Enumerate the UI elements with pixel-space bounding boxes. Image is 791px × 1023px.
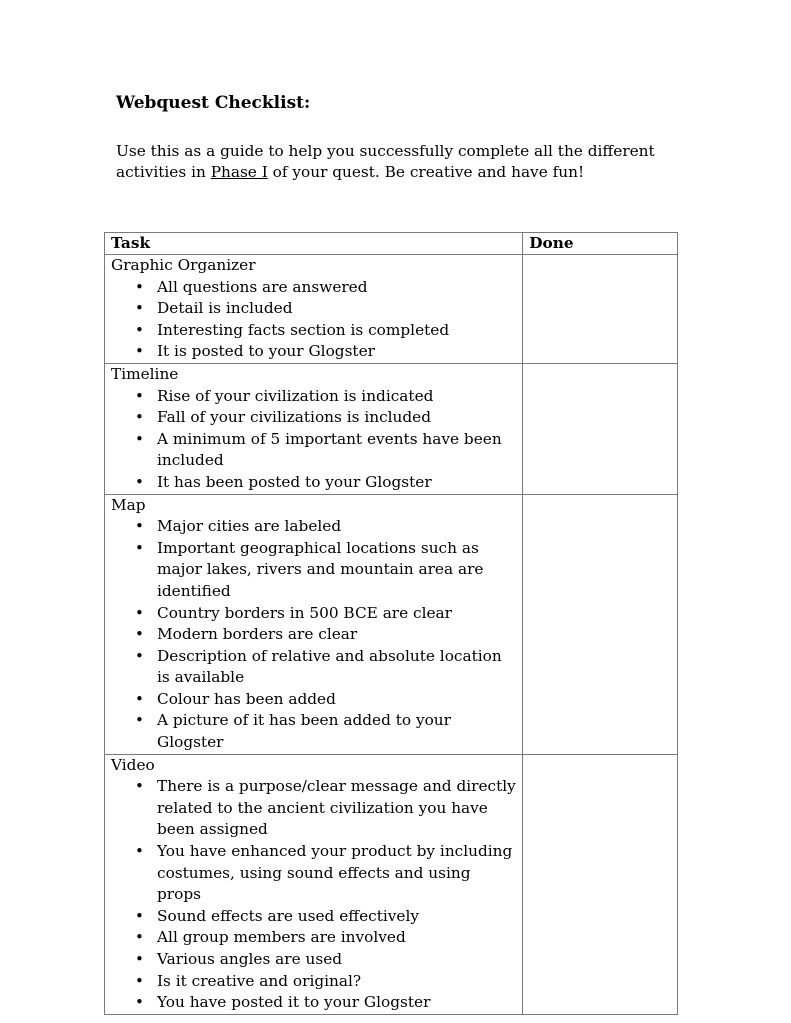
list-item (111, 906, 522, 928)
table-row (105, 255, 678, 364)
phase-link-text: Phase I (210, 163, 268, 181)
list-item (111, 841, 522, 906)
item-text: Is it creative and original? (157, 971, 362, 990)
item-text: All group members are involved (157, 928, 406, 947)
bullet-icon: • (135, 603, 144, 622)
done-cell[interactable] (523, 754, 678, 1014)
list-item (111, 971, 522, 993)
list-item (111, 927, 522, 949)
item-text: You have enhanced your product by including costumes, using sound effects and using props (157, 842, 513, 904)
item-text: Modern borders are clear (157, 625, 358, 644)
bullet-icon: • (135, 928, 144, 947)
list-item (111, 429, 522, 472)
list-item (111, 646, 522, 689)
page-title: Webquest Checklist: (116, 93, 311, 113)
intro-line-1: Use this as a guide to help you successfully complete all the different (116, 142, 655, 160)
header-done: Done (523, 233, 678, 255)
item-text: Description of relative and absolute location is available (157, 646, 502, 687)
section-name: Graphic Organizer (111, 256, 256, 274)
done-cell[interactable] (523, 363, 678, 494)
item-text: Important geographical locations such as major lakes, rivers and mountain area are identified (157, 538, 484, 600)
item-text: Sound effects are used effectively (157, 906, 420, 925)
item-text: Colour has been added (157, 689, 336, 708)
bullet-icon: • (135, 342, 144, 361)
bullet-icon: • (135, 429, 144, 448)
list-item (111, 689, 522, 711)
list-item (111, 949, 522, 971)
bullet-icon: • (135, 906, 144, 925)
section-name: Video (111, 755, 155, 774)
table-row (105, 363, 678, 494)
bullet-icon: • (135, 277, 144, 296)
intro-line-2-end: of your quest. Be creative and have fun! (267, 163, 585, 181)
list-item (111, 992, 522, 1014)
checklist-items (111, 386, 522, 494)
bullet-icon: • (135, 689, 144, 708)
bullet-icon: • (135, 842, 144, 861)
bullet-icon: • (135, 711, 144, 730)
task-cell (105, 754, 523, 1014)
checklist-items (111, 776, 522, 1014)
list-item (111, 341, 522, 363)
item-text: A minimum of 5 important events have been included (157, 429, 502, 470)
list-item (111, 776, 522, 841)
item-text: Major cities are labeled (157, 517, 342, 536)
list-item (111, 603, 522, 625)
bullet-icon: • (135, 320, 144, 339)
bullet-icon: • (135, 408, 144, 427)
bullet-icon: • (135, 625, 144, 644)
list-item (111, 472, 522, 494)
table-header-row (105, 233, 678, 255)
list-item (111, 624, 522, 646)
checklist-table (104, 232, 678, 1015)
item-text: All questions are answered (157, 277, 368, 296)
bullet-icon: • (135, 950, 144, 968)
item-text: Various angles are used (157, 950, 343, 968)
item-text: Fall of your civilizations is included (157, 408, 432, 427)
section-name: Timeline (111, 364, 179, 383)
header-task: Task (105, 233, 523, 255)
table-row (105, 754, 678, 1014)
bullet-icon: • (135, 993, 144, 1012)
item-text: Rise of your civilization is indicated (157, 386, 434, 405)
done-cell[interactable] (523, 255, 678, 364)
task-cell (105, 494, 523, 754)
list-item (111, 407, 522, 429)
intro-line-2 (116, 162, 676, 183)
item-text: There is a purpose/clear message and directly related to the ancient civilization you have been assigned (157, 777, 516, 839)
intro-line-2-start: activities in (116, 163, 211, 181)
checklist-items (111, 277, 522, 363)
section-name: Map (111, 495, 146, 514)
item-text: It has been posted to your Glogster (157, 472, 432, 491)
item-text: It is posted to your Glogster (157, 342, 375, 361)
list-item (111, 386, 522, 408)
task-cell (105, 255, 523, 364)
list-item (111, 298, 522, 320)
table-row (105, 494, 678, 754)
list-item (111, 516, 522, 538)
bullet-icon: • (135, 472, 144, 491)
list-item (111, 277, 522, 299)
intro-paragraph (116, 141, 676, 183)
bullet-icon: • (135, 971, 144, 990)
bullet-icon: • (135, 386, 144, 405)
list-item (111, 538, 522, 603)
task-cell (105, 363, 523, 494)
item-text: You have posted it to your Glogster (157, 993, 431, 1012)
item-text: Country borders in 500 BCE are clear (157, 603, 452, 622)
item-text: A picture of it has been added to your Glogster (157, 711, 451, 752)
bullet-icon: • (135, 538, 144, 557)
bullet-icon: • (135, 517, 144, 536)
list-item (111, 320, 522, 342)
item-text: Interesting facts section is completed (157, 320, 450, 339)
checklist-items (111, 516, 522, 754)
done-cell[interactable] (523, 494, 678, 754)
item-text: Detail is included (157, 299, 293, 318)
bullet-icon: • (135, 777, 144, 796)
list-item (111, 710, 522, 753)
bullet-icon: • (135, 299, 144, 318)
checklist-body (105, 255, 678, 1015)
bullet-icon: • (135, 646, 144, 665)
